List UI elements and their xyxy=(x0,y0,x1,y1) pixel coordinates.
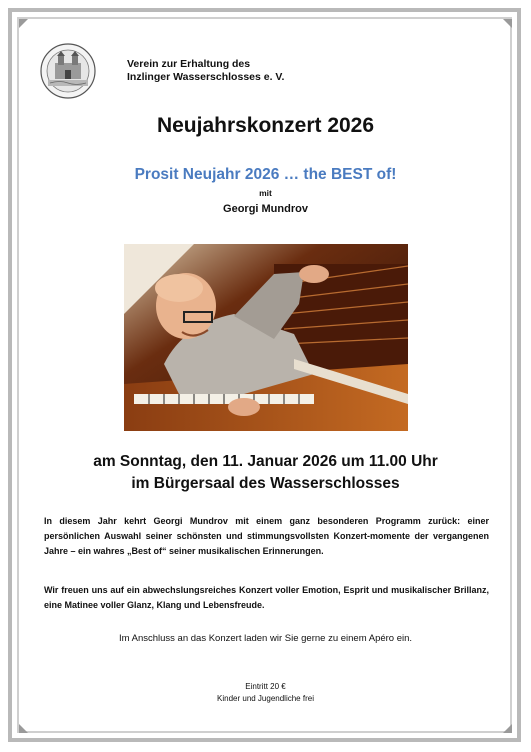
corner-ornament-top-right xyxy=(503,19,512,28)
event-venue-line: im Bürgersaal des Wasserschlosses xyxy=(131,475,400,492)
with-label: mit xyxy=(259,188,272,198)
association-name xyxy=(127,58,427,84)
concert-subtitle: Prosit Neujahr 2026 … the BEST of! xyxy=(134,166,397,183)
association-name-line2: Inzlinger Wasserschlosses e. V. xyxy=(127,71,285,83)
admission-price: Eintritt 20 € xyxy=(245,682,286,691)
corner-ornament-bottom-left xyxy=(19,724,28,733)
artist-name: Georgi Mundrov xyxy=(223,203,308,215)
corner-ornament-top-left xyxy=(19,19,28,28)
pianist-photo xyxy=(124,244,408,431)
admission-info xyxy=(0,681,531,705)
concert-title: Neujahrskonzert 2026 xyxy=(156,114,375,137)
event-date-venue xyxy=(0,451,531,495)
admission-children-note: Kinder und Jugendliche frei xyxy=(217,694,314,703)
program-invitation: Wir freuen uns auf ein abwechslungsreiches Konzert voller Emotion, Esprit und musikalischer Brillanz, eine Matinee voller Glanz, Klang und Lebensfreude. xyxy=(44,585,489,610)
corner-ornament-bottom-right xyxy=(503,724,512,733)
program-description: In diesem Jahr kehrt Georgi Mundrov mit einem ganz besonderen Programm zurück: einer persönlichen Auswahl seiner schönsten und stimmungsvollsten Konzert-momente der vergangenen Jahre – ein wahres „Best of“ seiner musikalischen Erinnerungen. xyxy=(44,516,489,556)
castle-seal-icon xyxy=(40,43,96,99)
apero-note: Im Anschluss an das Konzert laden wir Sie gerne zu einem Apéro ein. xyxy=(118,633,413,644)
association-name-line1: Verein zur Erhaltung des xyxy=(127,58,251,70)
event-date-line: am Sonntag, den 11. Januar 2026 um 11.00 Uhr xyxy=(93,453,438,470)
